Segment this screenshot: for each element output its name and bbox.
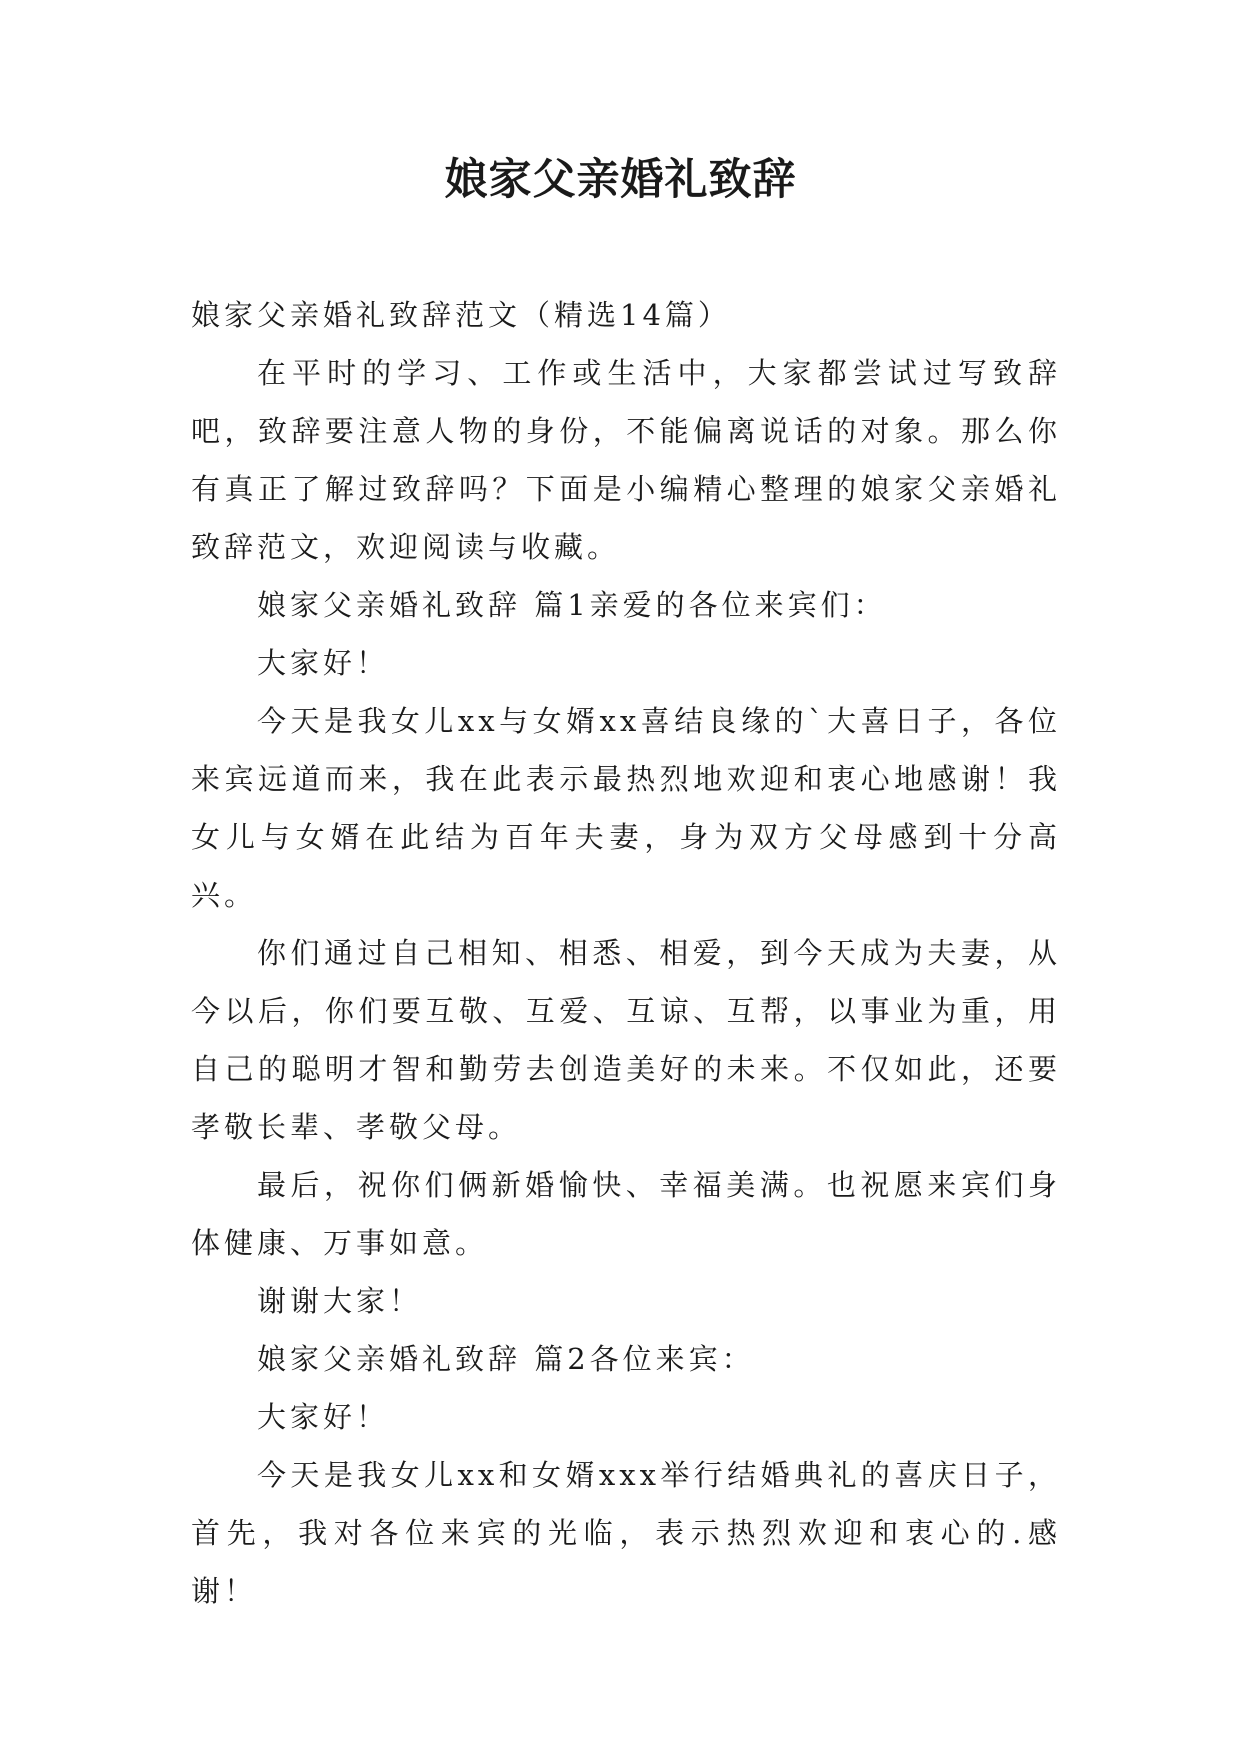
paragraph-thanks-1: 谢谢大家！ (257, 1284, 423, 1318)
paragraph-section-2-heading: 娘家父亲婚礼致辞 篇2各位来宾： (257, 1342, 755, 1376)
paragraph-intro: 在平时的学习、工作或生活中，大家都尝试过写致辞吧，致辞要注意人物的身份，不能偏离说话的对象。那么你有真正了解过致辞吗？下面是小编精心整理的娘家父亲婚礼致辞范文，欢迎阅读与收藏。 (191, 356, 1061, 564)
paragraph-wishes-1: 最后，祝你们俩新婚愉快、幸福美满。也祝愿来宾们身体健康、万事如意。 (191, 1168, 1061, 1260)
paragraph-welcome-1: 今天是我女儿xx与女婿xx喜结良缘的`大喜日子，各位来宾远道而来，我在此表示最热烈地欢迎和衷心地感谢！我女儿与女婿在此结为百年夫妻，身为双方父母感到十分高兴。 (191, 704, 1061, 912)
paragraph-greeting-1: 大家好！ (257, 646, 390, 680)
paragraph-section-1-heading: 娘家父亲婚礼致辞 篇1亲爱的各位来宾们： (257, 588, 887, 622)
document-subtitle: 娘家父亲婚礼致辞范文（精选14篇） (191, 298, 731, 332)
document-title: 娘家父亲婚礼致辞 (444, 155, 797, 205)
paragraph-welcome-2: 今天是我女儿xx和女婿xxx举行结婚典礼的喜庆日子，首先，我对各位来宾的光临，表示热烈欢迎和衷心的.感谢！ (191, 1458, 1061, 1608)
paragraph-greeting-2: 大家好！ (257, 1400, 390, 1434)
paragraph-advice-1: 你们通过自己相知、相悉、相爱，到今天成为夫妻，从今以后，你们要互敬、互爱、互谅、互帮，以事业为重，用自己的聪明才智和勤劳去创造美好的未来。不仅如此，还要孝敬长辈、孝敬父母。 (191, 936, 1061, 1144)
document-body (191, 286, 1061, 1620)
